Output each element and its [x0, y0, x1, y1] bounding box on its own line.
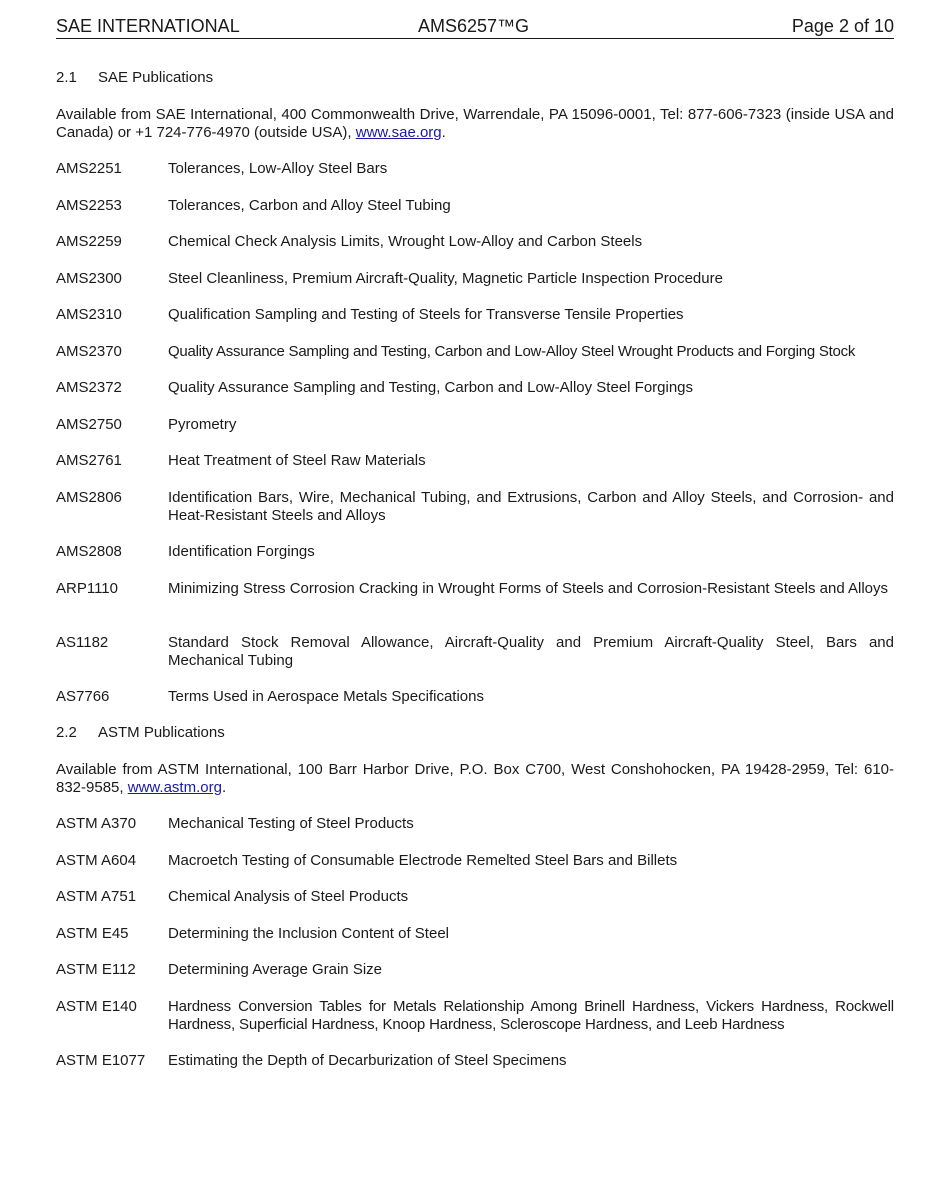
sae-website-link[interactable]: www.sae.org — [355, 124, 442, 141]
reference-code: AMS2300 — [56, 270, 122, 287]
reference-title: Tolerances, Carbon and Alloy Steel Tubing — [168, 197, 451, 214]
reference-code: ASTM A751 — [56, 888, 137, 905]
reference-title: Steel Cleanliness, Premium Aircraft-Quality, Magnetic Particle Inspection Procedure — [168, 270, 723, 287]
reference-code: ARP1110 — [56, 580, 118, 597]
reference-title: Pyrometry — [168, 416, 237, 433]
reference-title: Hardness Conversion Tables for Metals Relationship Among Brinell Hardness, Vickers Hardness, Rockwell Hardness, Superficial Hardness, Knoop Hardness, Scleroscope Hardness, and Leeb Hardness — [168, 998, 894, 1033]
astm-website-link[interactable]: www.astm.org — [127, 779, 222, 796]
reference-code: AMS2259 — [56, 233, 122, 250]
reference-item — [56, 416, 894, 434]
reference-item — [56, 543, 894, 561]
reference-item — [56, 815, 894, 833]
section-number: 2.2 — [56, 724, 77, 741]
reference-code: ASTM E45 — [56, 925, 129, 942]
reference-item — [56, 888, 894, 906]
reference-title: Tolerances, Low-Alloy Steel Bars — [168, 160, 388, 177]
reference-item — [56, 961, 894, 979]
reference-item — [56, 452, 894, 470]
reference-title: Chemical Check Analysis Limits, Wrought Low-Alloy and Carbon Steels — [168, 233, 643, 250]
reference-item — [56, 197, 894, 215]
section-title: SAE Publications — [98, 69, 214, 86]
section-heading-sae — [56, 69, 213, 87]
reference-item — [56, 688, 894, 706]
reference-code: AMS2372 — [56, 379, 122, 396]
reference-title: Mechanical Testing of Steel Products — [168, 815, 414, 832]
reference-title: Terms Used in Aerospace Metals Specifications — [168, 688, 484, 705]
reference-code: AS1182 — [56, 634, 109, 651]
reference-code: AMS2808 — [56, 543, 122, 560]
reference-item — [56, 160, 894, 178]
reference-code: AMS2251 — [56, 160, 122, 177]
reference-title: Determining the Inclusion Content of Steel — [168, 925, 449, 942]
reference-title: Chemical Analysis of Steel Products — [168, 888, 409, 905]
sae-availability-paragraph: Available from SAE International, 400 Commonwealth Drive, Warrendale, PA 15096-0001, Tel: 877-606-7323 (inside USA and Canada) or +1 724-776-4970 (outside USA), www.sae.org. — [56, 106, 894, 141]
reference-code: AMS2310 — [56, 306, 122, 323]
reference-title: Determining Average Grain Size — [168, 961, 382, 978]
header-document-number: AMS6257™G — [418, 16, 530, 36]
reference-code: AS7766 — [56, 688, 110, 705]
section-title: ASTM Publications — [98, 724, 225, 741]
reference-item — [56, 489, 894, 525]
reference-title: Quality Assurance Sampling and Testing, Carbon and Low-Alloy Steel Forgings — [168, 379, 694, 396]
reference-title: Heat Treatment of Steel Raw Materials — [168, 452, 426, 469]
reference-code: ASTM E112 — [56, 961, 136, 978]
reference-code: ASTM A604 — [56, 852, 137, 869]
reference-item — [56, 580, 894, 598]
reference-title: Macroetch Testing of Consumable Electrode Remelted Steel Bars and Billets — [168, 852, 678, 869]
reference-code: AMS2253 — [56, 197, 122, 214]
reference-title: Qualification Sampling and Testing of Steels for Transverse Tensile Properties — [168, 306, 684, 323]
reference-title: Quality Assurance Sampling and Testing, Carbon and Low-Alloy Steel Wrought Products and Forging Stock — [168, 343, 856, 360]
reference-item — [56, 998, 894, 1034]
header-page-number: Page 2 of 10 — [791, 16, 894, 36]
reference-code: ASTM E140 — [56, 998, 137, 1015]
astm-availability-paragraph: Available from ASTM International, 100 Barr Harbor Drive, P.O. Box C700, West Conshohocken, PA 19428-2959, Tel: 610-832-9585, www.astm.org. — [56, 761, 894, 796]
header-organization: SAE INTERNATIONAL — [56, 16, 240, 36]
reference-item — [56, 343, 894, 361]
reference-item — [56, 270, 894, 288]
reference-title: Identification Bars, Wire, Mechanical Tubing, and Extrusions, Carbon and Alloy Steels, and Corrosion- and Heat-Resistant Steels and Alloys — [168, 489, 894, 524]
reference-title: Minimizing Stress Corrosion Cracking in Wrought Forms of Steels and Corrosion-Resistant Steels and Alloys — [168, 580, 889, 597]
reference-code: ASTM A370 — [56, 815, 137, 832]
section-number: 2.1 — [56, 69, 77, 86]
section-heading-astm — [56, 724, 225, 742]
reference-item — [56, 306, 894, 324]
reference-code: AMS2750 — [56, 416, 122, 433]
reference-title: Standard Stock Removal Allowance, Aircraft-Quality and Premium Aircraft-Quality Steel, Bars and Mechanical Tubing — [168, 634, 894, 669]
reference-item — [56, 233, 894, 251]
reference-code: AMS2370 — [56, 343, 122, 360]
reference-code: AMS2806 — [56, 489, 122, 506]
page-header — [56, 14, 894, 39]
reference-item — [56, 1052, 894, 1070]
document-page — [56, 14, 894, 1069]
reference-item — [56, 925, 894, 943]
reference-item — [56, 852, 894, 870]
reference-title: Identification Forgings — [168, 543, 315, 560]
reference-item — [56, 379, 894, 397]
reference-code: AMS2761 — [56, 452, 122, 469]
reference-title: Estimating the Depth of Decarburization of Steel Specimens — [168, 1052, 567, 1069]
reference-code: ASTM E1077 — [56, 1052, 146, 1069]
reference-item — [56, 634, 894, 670]
